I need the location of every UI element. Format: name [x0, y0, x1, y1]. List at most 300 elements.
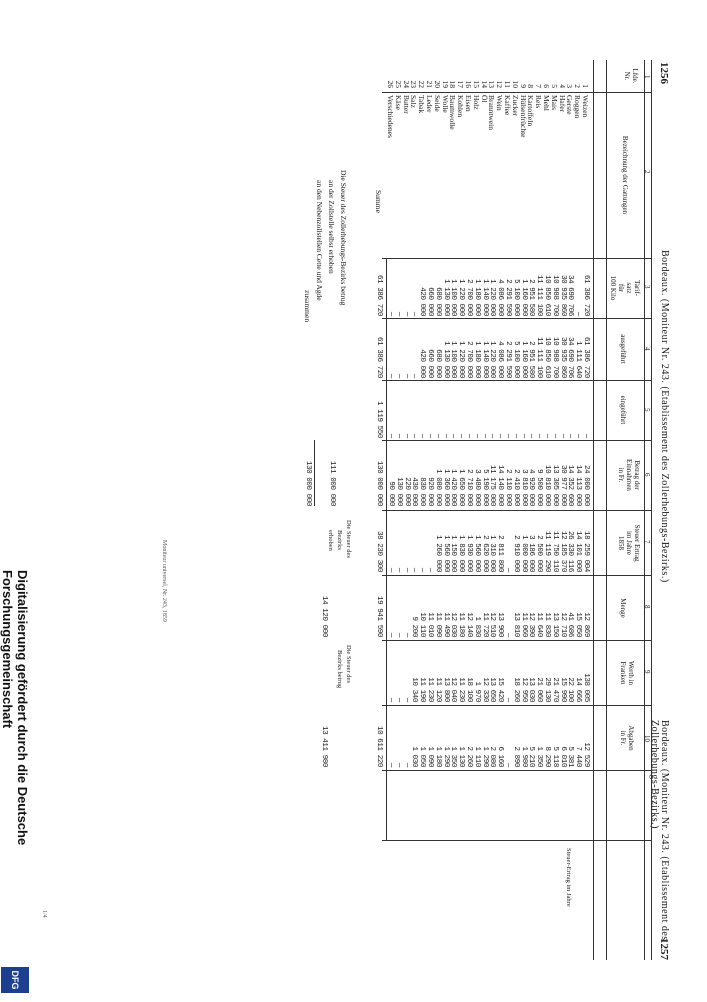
- table-cell: —: [402, 632, 411, 637]
- row-label: Seide: [432, 95, 442, 112]
- table-cell: 18 100: [465, 677, 473, 702]
- table-cell: 13 800: [441, 677, 450, 702]
- row-number: 7: [534, 84, 544, 88]
- table-cell: —: [387, 762, 395, 767]
- total-col3: 61 386 720: [375, 274, 383, 316]
- header-revenue: Betrag der Einnahmen in Fr.: [616, 459, 641, 491]
- table-cell: —: [449, 433, 458, 438]
- table-cell: 11 490: [441, 612, 450, 637]
- header-value: Werth in Franken: [618, 660, 635, 686]
- row-number: 6: [542, 84, 551, 88]
- table-cell: 2 700 000: [465, 279, 473, 316]
- note-sum-right: 13 411 980: [320, 725, 328, 767]
- row-label: Holz: [471, 95, 481, 110]
- table-cell: 1 980: [519, 746, 528, 767]
- row-number: 20: [432, 80, 442, 88]
- table-cell: —: [394, 762, 403, 767]
- table-cell: 1 560 000: [441, 535, 450, 572]
- table-cell: 1 130 000: [441, 279, 450, 316]
- table-cell: 11 180: [457, 612, 466, 637]
- table-cell: 12 140: [465, 612, 473, 637]
- table-cell: —: [504, 697, 512, 702]
- table-cell: 1 260 000: [433, 535, 442, 572]
- row-number: 22: [417, 80, 427, 88]
- table-cell: 1 220 000: [488, 279, 497, 316]
- table-cell: —: [387, 632, 395, 637]
- row-number: 21: [425, 80, 434, 88]
- row-label: Hülsenfrüchte: [518, 95, 528, 138]
- table-cell: 1 160 000: [519, 279, 528, 316]
- row-label: Kartoffeln: [526, 95, 536, 127]
- header-tax-yield: Steuer Ertrag im Jahre 1858: [616, 524, 641, 562]
- table-cell: 11 640: [535, 612, 544, 637]
- note-left-2: an der Zollstelle selbst erhoben: [327, 180, 336, 274]
- row-number: 25: [393, 80, 403, 88]
- table-cell: 7 440: [574, 746, 583, 767]
- table-cell: —: [519, 433, 528, 438]
- table-cell: —: [418, 433, 427, 438]
- page-title-left: Bordeaux. (Moniteur Nr. 243. (Etablissement des Zollerhebungs-Bezirks.): [659, 250, 670, 583]
- row-label: Gerste: [565, 95, 575, 115]
- table-cell: 2 951 580: [527, 279, 536, 316]
- note-right-2: Bezirks betrug: [336, 650, 343, 689]
- note-left-3: an den Nebenzollstellen Cette und Agde: [315, 180, 324, 301]
- table-cell: 6 010: [558, 746, 567, 767]
- table-cell: 34 690 706: [566, 336, 575, 378]
- table-cell: 15 420: [496, 677, 505, 702]
- table-cell: 1 560 000: [472, 535, 481, 572]
- table-cell: 4 086 000: [496, 341, 505, 378]
- header-name: Bezeichnung der Gattungen: [621, 135, 629, 215]
- table-cell: 660 000: [426, 349, 434, 378]
- col-divider: [382, 92, 652, 93]
- table-cell: —: [410, 567, 419, 572]
- table-cell: 11 750 110: [550, 530, 559, 572]
- dfg-logo: DFG: [1, 967, 29, 993]
- table-cell: —: [394, 567, 403, 572]
- table-cell: 11 830: [543, 612, 551, 637]
- note-sum-mid: 14 120 000: [320, 595, 328, 637]
- table-cell: 1 290: [480, 746, 489, 767]
- table-cell: 13 650: [488, 677, 497, 702]
- row-number: 14: [479, 80, 489, 88]
- row-number: 23: [409, 80, 419, 88]
- table-cell: 5 190 000: [480, 469, 489, 506]
- table-cell: 1 290: [441, 746, 450, 767]
- table-cell: —: [558, 433, 567, 438]
- table-cell: —: [394, 373, 403, 378]
- table-cell: 10 988 700: [550, 274, 559, 316]
- row-number: 16: [464, 80, 473, 88]
- row-number: 3: [565, 84, 575, 88]
- table-cell: 21 060: [535, 677, 544, 702]
- table-cell: 18 260: [511, 677, 520, 702]
- row-number: 13: [487, 80, 497, 88]
- table-cell: —: [418, 567, 427, 572]
- table-cell: 11 720: [480, 612, 489, 637]
- table-cell: —: [410, 311, 419, 316]
- col-divider: [382, 770, 652, 771]
- row-number: 26: [386, 80, 395, 88]
- table-cell: 22 100: [566, 677, 575, 702]
- table-cell: 12 330: [480, 677, 489, 702]
- table-cell: 14 352 600: [566, 464, 575, 506]
- table-cell: 2 700 000: [465, 341, 473, 378]
- table-cell: 1 350: [535, 746, 544, 767]
- table-cell: 30 935 860: [558, 274, 567, 316]
- table-cell: 220 000: [402, 477, 411, 506]
- table-cell: 11 230: [426, 677, 434, 702]
- table-cell: 12 869: [582, 612, 590, 637]
- table-cell: 11 120: [433, 677, 442, 702]
- table-cell: —: [480, 433, 489, 438]
- table-cell: 2 080: [488, 746, 497, 767]
- table-cell: 10 340: [410, 677, 419, 702]
- row-label: Salz: [409, 95, 419, 108]
- row-number: 2: [573, 84, 583, 88]
- table-cell: —: [496, 433, 505, 438]
- table-cell: —: [488, 433, 497, 438]
- row-number: 10: [510, 80, 520, 88]
- side-note: Steuer-Ertrag im Jahre: [565, 848, 572, 907]
- table-cell: —: [387, 567, 395, 572]
- table-cell: 12 185 370: [558, 530, 567, 572]
- table-cell: 1 140 000: [480, 279, 489, 316]
- total-col8: 19 941 590: [375, 595, 383, 637]
- row-label: Mehl: [542, 95, 551, 111]
- table-cell: 11 010: [426, 612, 434, 637]
- row-number: 8: [526, 84, 536, 88]
- table-cell: 11 090: [433, 612, 442, 637]
- page-number-right: 1257: [658, 938, 670, 960]
- table-cell: 90 000: [387, 481, 395, 506]
- table-cell: 1 030: [410, 746, 419, 767]
- table-cell: 3 810 000: [519, 469, 528, 506]
- table-cell: 1 130: [457, 746, 466, 767]
- table-cell: 1 150 000: [449, 535, 458, 572]
- table-cell: —: [465, 433, 473, 438]
- table-cell: —: [402, 433, 411, 438]
- table-cell: 29 130: [543, 677, 551, 702]
- table-cell: 680 000: [433, 287, 442, 316]
- table-cell: 1 220 000: [457, 341, 466, 378]
- row-number: 18: [448, 80, 458, 88]
- table-cell: 61 386 720: [582, 274, 590, 316]
- row-number: 24: [401, 80, 411, 88]
- table-cell: 8 290: [543, 746, 551, 767]
- table-cell: 1 350: [449, 746, 458, 767]
- table-cell: 11 175 000: [488, 464, 497, 506]
- footer-page: 1/4: [41, 910, 47, 918]
- table-cell: 1 000 000: [519, 535, 528, 572]
- table-cell: 13 810: [511, 612, 520, 637]
- table-cell: 61 386 720: [582, 336, 590, 378]
- table-cell: —: [394, 311, 403, 316]
- table-cell: 920 000: [426, 477, 434, 506]
- colnum-3: 3: [643, 285, 651, 289]
- table-cell: —: [504, 433, 512, 438]
- table-cell: 430 000: [410, 477, 419, 506]
- table-cell: 830 000: [418, 477, 427, 506]
- table-cell: —: [410, 433, 419, 438]
- table-cell: 1 220 000: [457, 279, 466, 316]
- totals-rule: [386, 258, 387, 840]
- table-cell: 2 291 590: [504, 279, 512, 316]
- row-label: Roggen: [573, 95, 583, 119]
- row-number: 5: [549, 84, 559, 88]
- table-cell: 4 920 000: [527, 469, 536, 506]
- table-cell: 1 830: [472, 616, 481, 637]
- table-cell: —: [504, 762, 512, 767]
- colnum-2: 2: [643, 170, 651, 174]
- table-cell: 11 190: [418, 677, 427, 702]
- table-cell: —: [527, 433, 536, 438]
- table-cell: 5 210: [527, 746, 536, 767]
- table-cell: 660 000: [426, 287, 434, 316]
- note-mid-1: Die Steuer des: [345, 520, 352, 558]
- page-title-right: Bordeaux. (Moniteur Nr. 243. (Etablissement des Zollerhebungs-Bezirks.): [649, 720, 670, 941]
- table-cell: 26 330 116: [566, 530, 575, 572]
- table-cell: —: [394, 632, 403, 637]
- table-cell: 10 988 700: [550, 336, 559, 378]
- table-cell: 13 150: [550, 612, 559, 637]
- table-cell: —: [511, 433, 520, 438]
- table-cell: 12 529: [582, 742, 590, 767]
- page-number-left: 1256: [658, 62, 670, 84]
- table-cell: 14 101 000: [574, 530, 583, 572]
- table-cell: —: [504, 632, 512, 637]
- table-cell: 1 050: [418, 746, 427, 767]
- table-cell: 1 090: [426, 746, 434, 767]
- table-cell: —: [410, 373, 419, 378]
- table-cell: 13 900: [496, 612, 505, 637]
- table-cell: 1 180 000: [472, 341, 481, 378]
- table-cell: 14 140 000: [496, 464, 505, 506]
- table-cell: 11 060: [519, 612, 528, 637]
- colnum-7: 7: [643, 540, 651, 544]
- table-cell: 2 710 000: [465, 469, 473, 506]
- row-label: Hafer: [557, 95, 567, 113]
- table-cell: —: [387, 697, 395, 702]
- table-cell: 1 310 000: [488, 535, 497, 572]
- table-cell: 2 951 580: [527, 341, 536, 378]
- header-quantity: Menge: [619, 598, 627, 618]
- table-cell: 2 410 000: [511, 469, 520, 506]
- table-cell: 1 140 000: [480, 341, 489, 378]
- table-cell: 15 990: [558, 677, 567, 702]
- colnum-6: 6: [643, 473, 651, 477]
- table-cell: 1 930 000: [465, 535, 473, 572]
- table-cell: 21 470: [550, 677, 559, 702]
- totals-label: Summe: [374, 190, 383, 213]
- table-cell: 30 977 000: [558, 464, 567, 506]
- header-lfd: Lfde. Nr.: [622, 68, 639, 84]
- table-cell: 1 080 000: [433, 469, 442, 506]
- row-label: Zucker: [510, 95, 520, 117]
- table-cell: 1 180: [433, 746, 442, 767]
- table-cell: 30 935 860: [558, 336, 567, 378]
- table-cell: 3 480 000: [472, 469, 481, 506]
- row-label: Öl: [479, 95, 489, 103]
- table-cell: —: [566, 433, 575, 438]
- table-cell: 1 100 000: [449, 341, 458, 378]
- table-cell: 13 030: [527, 677, 536, 702]
- table-cell: 1 220 000: [488, 341, 497, 378]
- table-cell: —: [574, 433, 583, 438]
- table-cell: 680 000: [433, 349, 442, 378]
- table-cell: 6 160: [496, 746, 505, 767]
- table-cell: 10 850 610: [543, 336, 551, 378]
- table-cell: 10 810 000: [543, 464, 551, 506]
- table-cell: 11 230: [457, 677, 466, 702]
- note-left-1: Die Steuer des Zollerhebungs-Bezirks betrug: [339, 170, 348, 306]
- row-number: 15: [471, 80, 481, 88]
- row-label: Reis: [534, 95, 544, 109]
- table-cell: 5 381: [566, 746, 575, 767]
- table-cell: 34 690 706: [566, 274, 575, 316]
- row-label: Baumwolle: [448, 95, 458, 130]
- header-duties: Abgaben in Fr.: [618, 725, 635, 751]
- footer-source: Moniteur universel, Nr. 243, 1859: [161, 540, 167, 622]
- table-cell: 5 100 000: [511, 341, 520, 378]
- table-cell: 11 119 290: [543, 530, 551, 572]
- table-cell: 1 180 000: [472, 279, 481, 316]
- colnum-5: 5: [643, 408, 651, 412]
- table-cell: —: [574, 311, 583, 316]
- table-cell: 12 040: [449, 677, 458, 702]
- row-number: 19: [440, 80, 450, 88]
- row-label: Branntwein: [487, 95, 497, 130]
- table-cell: —: [504, 567, 512, 572]
- row-label: Butter: [401, 95, 411, 114]
- table-cell: 10 110: [418, 612, 427, 637]
- table-cell: 2 500 000: [535, 535, 544, 572]
- table-cell: 2 291 590: [504, 341, 512, 378]
- header-rate: Tarif- satz für 100 Kilo: [608, 275, 641, 301]
- row-label: Wein: [495, 95, 505, 111]
- table-cell: 3 186 000: [527, 535, 536, 572]
- table-cell: 1 110: [472, 746, 481, 767]
- table-cell: 9 200: [410, 616, 419, 637]
- colnum-9: 9: [643, 670, 651, 674]
- table-cell: 11 111 100: [535, 274, 544, 316]
- table-cell: —: [402, 697, 411, 702]
- table-cell: —: [387, 433, 395, 438]
- row-number: 4: [557, 84, 567, 88]
- table-cell: 1 970: [472, 681, 481, 702]
- table-cell: —: [402, 373, 411, 378]
- table-cell: —: [535, 433, 544, 438]
- table-cell: 2 890: [511, 746, 520, 767]
- row-number: 17: [456, 80, 466, 88]
- table-cell: 12 510: [488, 612, 497, 637]
- col-divider: [382, 318, 652, 319]
- table-cell: 14 666: [574, 677, 583, 702]
- table-cell: —: [387, 373, 395, 378]
- table-cell: 4 086 000: [496, 279, 505, 316]
- table-cell: —: [433, 433, 442, 438]
- note-right-1: Die Steuer des: [345, 645, 352, 683]
- table-cell: 12 390: [527, 612, 536, 637]
- row-label: Weizen: [581, 95, 590, 118]
- table-cell: 12 710: [558, 612, 567, 637]
- table-cell: —: [394, 697, 403, 702]
- table-cell: 1 650 000: [457, 469, 466, 506]
- colnum-4: 4: [643, 347, 651, 351]
- row-label: Mais: [549, 95, 559, 110]
- table-cell: 1 830 000: [457, 535, 466, 572]
- row-label: Verschiedenes: [386, 95, 395, 138]
- colnum-1: 1: [643, 75, 651, 79]
- row-label: Kohlen: [456, 95, 466, 118]
- note-sum-left-2: 130 000 000: [304, 460, 312, 506]
- row-number: 12: [495, 80, 505, 88]
- row-number: 11: [503, 80, 512, 88]
- row-number: 9: [518, 84, 528, 88]
- table-cell: 10 850 610: [543, 274, 551, 316]
- total-col6: 130 000 000: [375, 460, 383, 506]
- table-cell: —: [472, 433, 481, 438]
- table-cell: —: [402, 762, 411, 767]
- table-cell: 12 030: [449, 612, 458, 637]
- table-cell: 420 000: [418, 349, 427, 378]
- header-exported: ausgeführt: [619, 334, 627, 364]
- row-label: Eisen: [464, 95, 473, 112]
- table-cell: 1 100 000: [449, 279, 458, 316]
- table-cell: 24 000 000: [582, 464, 590, 506]
- note-left-4: zusammen: [303, 290, 312, 323]
- total-col7: 38 230 300: [375, 530, 383, 572]
- row-label: Leder: [425, 95, 434, 113]
- table-cell: —: [387, 311, 395, 316]
- col-divider: [382, 840, 652, 841]
- row-label: Tabak: [417, 95, 427, 114]
- table-cell: 15 050: [574, 612, 583, 637]
- table-cell: —: [394, 433, 403, 438]
- table-cell: 1 130 000: [441, 341, 450, 378]
- table-cell: 138 005: [582, 673, 590, 702]
- table-cell: 1 160 000: [519, 341, 528, 378]
- note-sum-rule: [314, 440, 315, 506]
- table-cell: 12 950: [519, 677, 528, 702]
- table-cell: 1 420 000: [449, 469, 458, 506]
- table-cell: 1 111 640: [574, 341, 583, 378]
- row-label: Wolle: [440, 95, 450, 113]
- colnum-8: 8: [643, 605, 651, 609]
- table-cell: 14 113 000: [574, 464, 583, 506]
- row-label: Käse: [393, 95, 403, 110]
- note-mid-3: erhoben: [327, 530, 334, 551]
- table-cell: —: [402, 567, 411, 572]
- total-col4: 61 386 720: [375, 336, 383, 378]
- table-cell: 2 620 000: [480, 535, 489, 572]
- table-cell: —: [457, 433, 466, 438]
- table-cell: 5 118: [550, 746, 559, 767]
- colnum-10: 10: [643, 735, 651, 742]
- table-cell: 11 111 100: [535, 336, 544, 378]
- table-cell: 130 000: [394, 477, 403, 506]
- table-cell: 18 259 004: [582, 530, 590, 572]
- table-cell: 2 110 000: [504, 469, 512, 506]
- total-col10: 10 611 220: [375, 725, 383, 767]
- table-cell: —: [402, 311, 411, 316]
- note-sum-left: 111 000 000: [328, 460, 336, 506]
- table-cell: 9 500 000: [535, 469, 544, 506]
- table-cell: —: [543, 433, 551, 438]
- row-number: 1: [581, 84, 590, 88]
- table-cell: —: [426, 433, 434, 438]
- table-cell: 41 686: [566, 612, 575, 637]
